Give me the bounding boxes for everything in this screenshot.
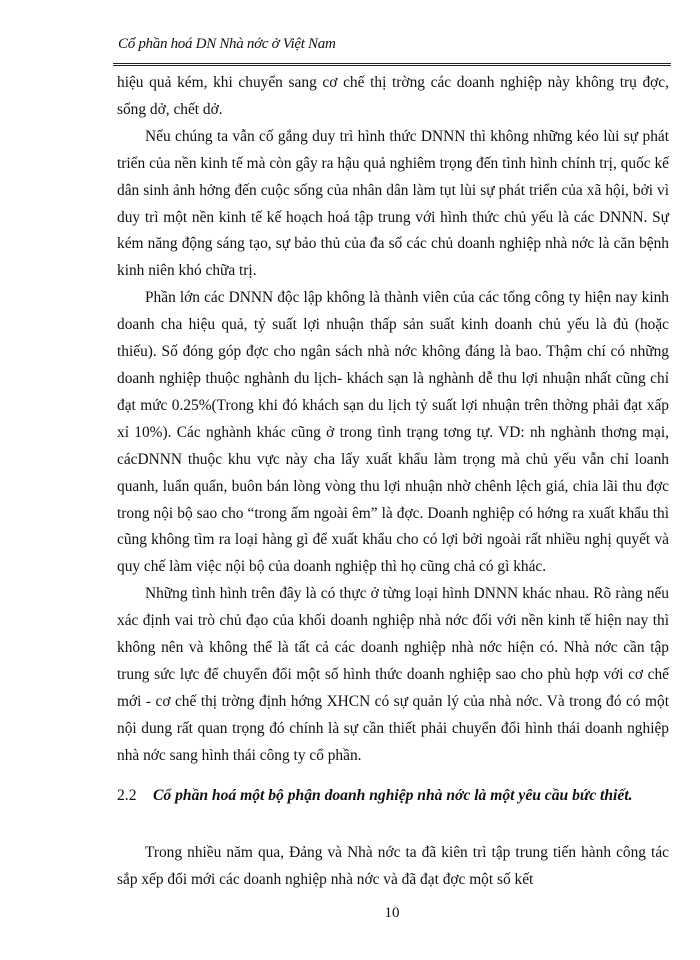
paragraph: Phần lớn các DNNN độc lập không là thành viên của các tổng công ty hiện nay kinh doanh cha hiệu quả, tỷ suất lợi nhuận thấp sản suất kinh doanh chủ yếu là đủ (hoặc thiếu). Số đóng góp đợc cho ngân sách nhà nớc không đáng là bao. Thậm chí có những doanh nghiệp thuộc nghành du lịch- khách sạn là nghành dễ thu lợi nhuận nhất cũng chỉ đạt mức 0.25%(Trong khi đó khách sạn du lịch tỷ suất lợi nhuận trên thờng phải đạt xấp xỉ 10%). Các nghành khác cũng ở trong tình trạng tơng tự. VD: nh nghành thơng mại, cácDNNN thuộc khu vực này cha lấy xuất khẩu làm trọng mà chủ yếu vẫn chỉ loanh quanh, luẩn quẩn, buôn bán lòng vòng thu lợi nhuận nhờ chênh lệch giá, chia lãi thu đợc trong nội bộ sao cho “trong ấm ngoài êm” là đợc. Doanh nghiệp có hớng ra xuất khẩu thì cũng không tìm ra loại hàng gì để xuất khẩu cho có lợi bởi ngoài rất nhiều nghị quyết và quy chế làm việc nội bộ của doanh nghiệp thì họ cũng chả có gì khác.: [117, 289, 669, 576]
section-title: Cổ phần hoá một bộ phận doanh nghiệp nhà nớc là một yêu cầu bức thiết.: [153, 787, 633, 804]
running-header: Cổ phần hoá DN Nhà nớc ở Việt Nam: [118, 36, 336, 52]
paragraph: Nếu chúng ta vẫn cố gắng duy trì hình thức DNNN thì không những kéo lùi sự phát triển của nền kinh tế mà còn gây ra hậu quả nghiêm trọng đến tình hình chính trị, quốc kế dân sinh ảnh hởng đến cuộc sống của nhân dân làm tụt lùi sự phát triển của xã hội, bởi vì duy trì một nền kinh tế kế hoạch hoá tập trung với hình thức chủ yếu là các DNNN. Sự kém năng động sáng tạo, sự bảo thủ của đa số các chủ doanh nghiệp nhà nớc là căn bệnh kinh niên khó chữa trị.: [117, 127, 669, 280]
paragraph: Trong nhiều năm qua, Đảng và Nhà nớc ta đã kiên trì tập trung tiến hành công tác sắp xếp đổi mới các doanh nghiệp nhà nớc và đã đạt đợc một số kết: [117, 844, 669, 888]
body-text: [117, 70, 669, 770]
header-rule: [113, 63, 671, 66]
page-number: 10: [384, 905, 400, 921]
section-heading: [117, 782, 669, 809]
section-number: 2.2: [117, 787, 137, 804]
section-body-text: [117, 840, 669, 894]
paragraph: Những tình hình trên đây là có thực ở từng loại hình DNNN khác nhau. Rõ ràng nếu xác định vai trò chủ đạo của khối doanh nghiệp nhà nớc đối với nền kinh tế hiện nay thì không nên và không thể là tất cả các doanh nghiệp nhà nớc hiện có. Nhà nớc cần tập trung sức lực để chuyển đổi một số hình thức doanh nghiệp sao cho phù hợp với cơ chế mới - cơ chế thị trờng định hớng XHCN có sự quản lý của nhà nớc. Và trong đó có một nội dung rất quan trọng đó chính là sự cần thiết phải chuyển đổi hình thái doanh nghiệp nhà nớc sang hình thái công ty cổ phần.: [117, 585, 669, 764]
paragraph-continued: hiệu quả kém, khi chuyển sang cơ chế thị trờng các doanh nghiệp này không trụ đợc, sống dở, chết dở.: [117, 74, 669, 118]
